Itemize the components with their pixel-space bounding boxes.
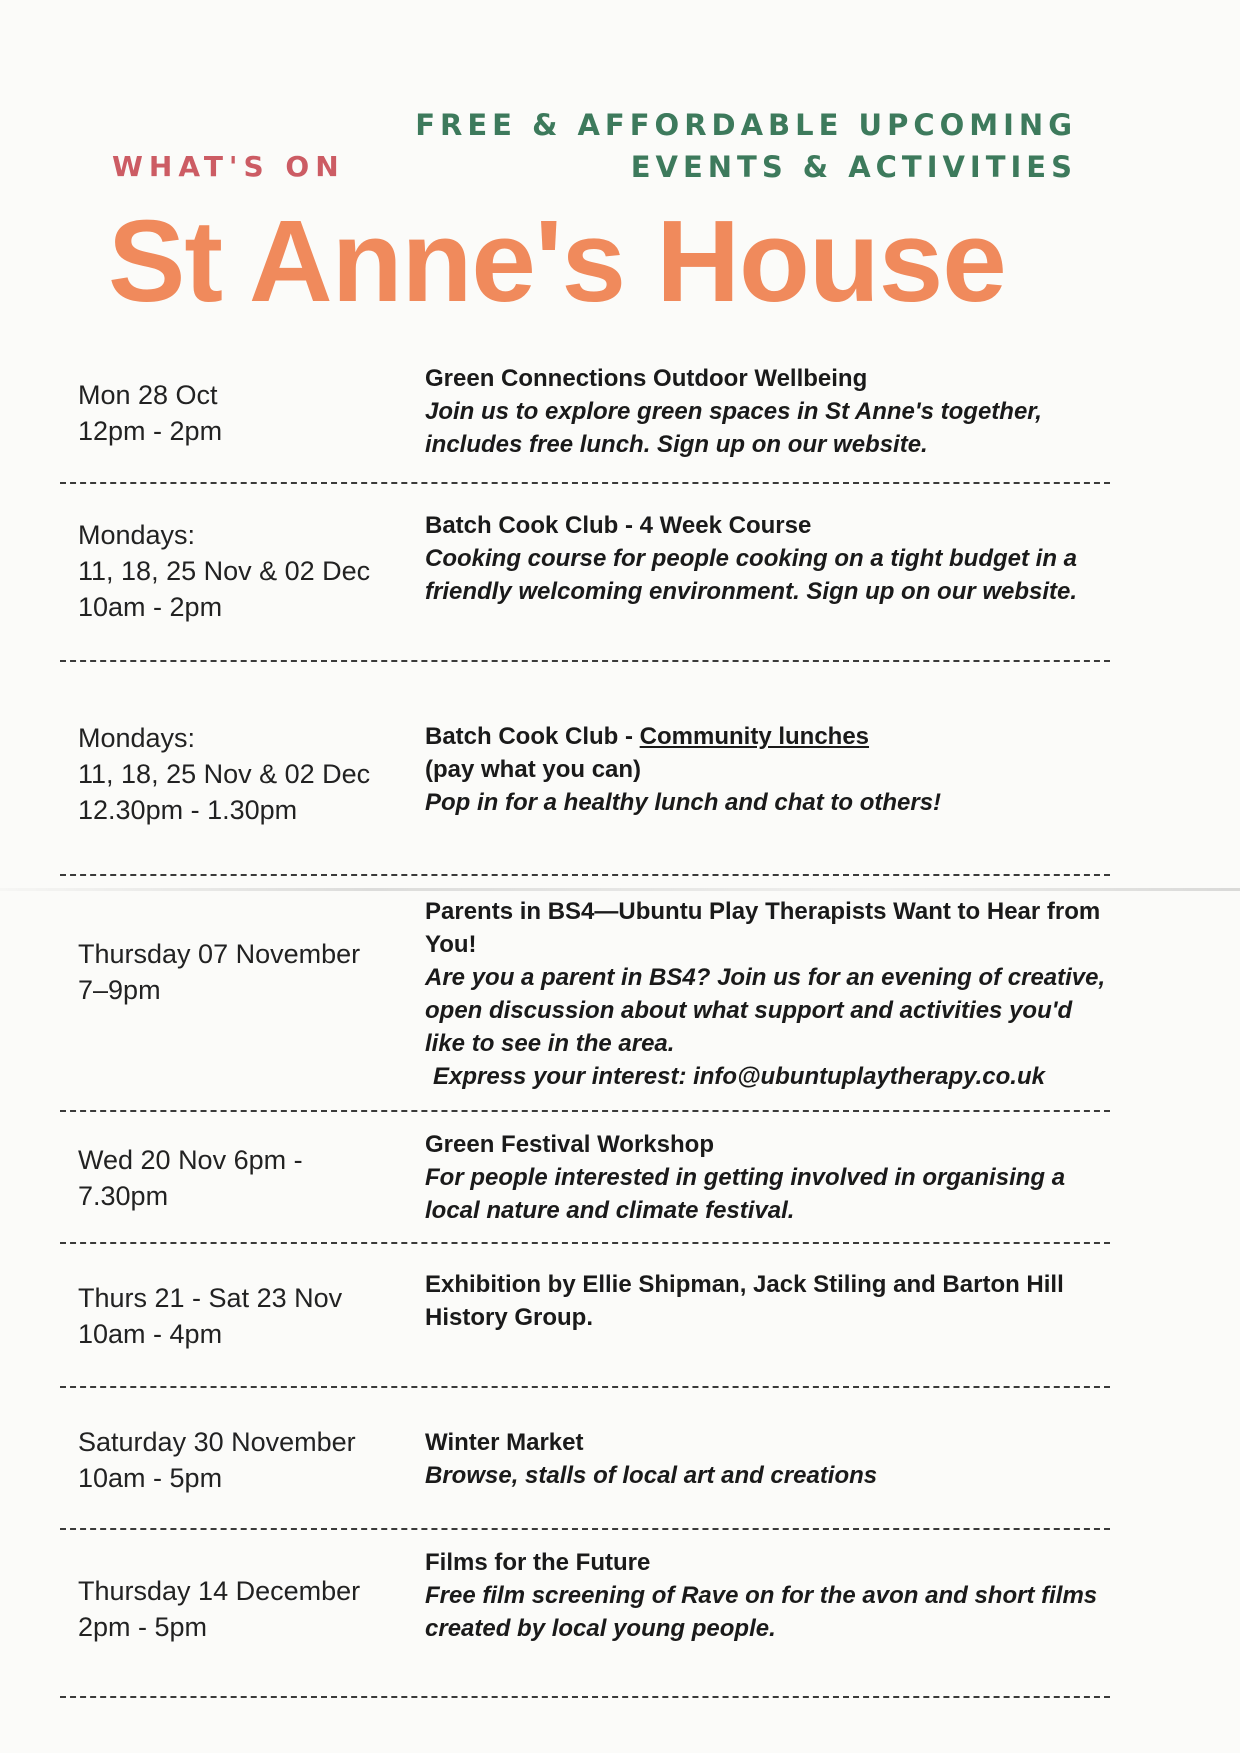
event-title: Winter Market bbox=[425, 1429, 584, 1456]
event-details bbox=[425, 720, 1115, 819]
divider bbox=[60, 1242, 1110, 1244]
event-when bbox=[78, 1280, 398, 1352]
paper-fold-line bbox=[0, 888, 1240, 891]
event-when bbox=[78, 377, 398, 449]
event-details bbox=[425, 1426, 1115, 1492]
page-title: St Anne's House bbox=[108, 196, 1006, 326]
tagline-line-2: EVENTS & ACTIVITIES bbox=[630, 150, 1077, 184]
event-date: Thursday 07 November bbox=[78, 939, 361, 969]
event-when bbox=[78, 1142, 398, 1214]
event-time: 12.30pm - 1.30pm bbox=[78, 795, 298, 825]
event-contact: Express your interest: info@ubuntuplaytherapy.co.uk bbox=[433, 1063, 1045, 1090]
event-date-label: Mondays: bbox=[78, 723, 196, 753]
event-when bbox=[78, 720, 398, 828]
event-description: For people interested in getting involved in organising a local nature and climate festival. bbox=[425, 1164, 1066, 1224]
event-date: Saturday 30 November bbox=[78, 1427, 356, 1457]
event-when bbox=[78, 1424, 398, 1496]
event-details bbox=[425, 895, 1115, 1093]
event-title: Batch Cook Club - 4 Week Course bbox=[425, 512, 812, 539]
event-time: 10am - 5pm bbox=[78, 1463, 223, 1493]
event-time: 2pm - 5pm bbox=[78, 1612, 208, 1642]
event-subtitle: (pay what you can) bbox=[425, 756, 642, 783]
event-title: Green Connections Outdoor Wellbeing bbox=[425, 365, 868, 392]
event-time: 7–9pm bbox=[78, 975, 161, 1005]
event-details bbox=[425, 1128, 1115, 1227]
divider bbox=[60, 1110, 1110, 1112]
event-title: Green Festival Workshop bbox=[425, 1131, 714, 1158]
event-description: Are you a parent in BS4? Join us for an evening of creative, open discussion about what support and activities you'd like to see in the area. bbox=[425, 964, 1106, 1057]
tagline-line-1: FREE & AFFORDABLE UPCOMING bbox=[415, 108, 1077, 142]
divider bbox=[60, 660, 1110, 662]
event-date-label: Mondays: bbox=[78, 520, 196, 550]
divider bbox=[60, 482, 1110, 484]
event-title: Exhibition by Ellie Shipman, Jack Stiling and Barton Hill History Group. bbox=[425, 1271, 1064, 1331]
event-time: 10am - 4pm bbox=[78, 1319, 223, 1349]
event-date: Wed 20 Nov 6pm - bbox=[78, 1145, 303, 1175]
community-lunches-link[interactable]: Community lunches bbox=[639, 723, 870, 750]
event-date: Thurs 21 - Sat 23 Nov bbox=[78, 1283, 343, 1313]
event-time: 7.30pm bbox=[78, 1181, 169, 1211]
event-title-prefix: Batch Cook Club - bbox=[425, 723, 640, 750]
tagline bbox=[415, 104, 1077, 188]
event-date: Thursday 14 December bbox=[78, 1576, 361, 1606]
divider bbox=[60, 1386, 1110, 1388]
event-when bbox=[78, 1573, 398, 1645]
event-description: Cooking course for people cooking on a tight budget in a friendly welcoming environment. Sign up on our website. bbox=[425, 545, 1078, 605]
event-time: 12pm - 2pm bbox=[78, 416, 223, 446]
event-time: 10am - 2pm bbox=[78, 592, 223, 622]
event-details bbox=[425, 509, 1115, 608]
event-details bbox=[425, 362, 1115, 461]
event-title bbox=[425, 720, 1115, 753]
divider bbox=[60, 1528, 1110, 1530]
whats-on-label: WHAT'S ON bbox=[112, 150, 345, 183]
event-date: Mon 28 Oct bbox=[78, 380, 218, 410]
event-when bbox=[78, 517, 398, 625]
event-description: Browse, stalls of local art and creations bbox=[425, 1462, 878, 1489]
divider bbox=[60, 874, 1110, 876]
event-when bbox=[78, 936, 398, 1008]
event-title: Parents in BS4—Ubuntu Play Therapists Want to Hear from You! bbox=[425, 898, 1101, 958]
event-date: 11, 18, 25 Nov & 02 Dec bbox=[78, 759, 371, 789]
event-description: Free film screening of Rave on for the avon and short films created by local young people. bbox=[425, 1582, 1098, 1642]
event-description: Join us to explore green spaces in St Anne's together, includes free lunch. Sign up on our website. bbox=[425, 398, 1042, 458]
event-description: Pop in for a healthy lunch and chat to others! bbox=[425, 789, 942, 816]
event-date: 11, 18, 25 Nov & 02 Dec bbox=[78, 556, 371, 586]
event-title: Films for the Future bbox=[425, 1549, 651, 1576]
divider bbox=[60, 1696, 1110, 1698]
event-details bbox=[425, 1546, 1115, 1645]
event-details bbox=[425, 1268, 1115, 1334]
